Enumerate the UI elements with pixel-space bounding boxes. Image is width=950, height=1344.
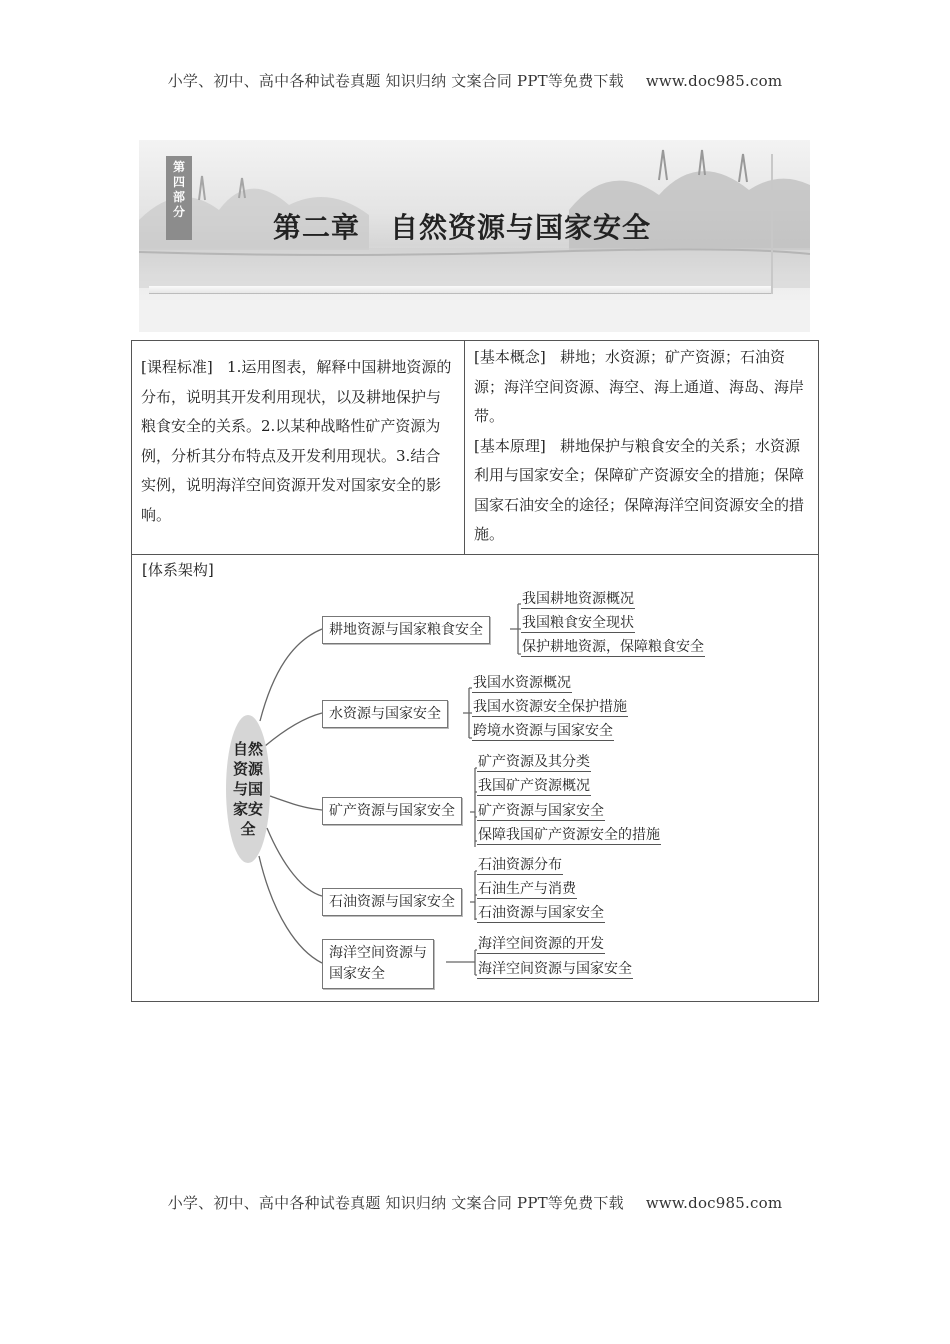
leaf-3-2: 我国矿产资源概况 (478, 777, 590, 794)
footer-links: 小学、初中、高中各种试卷真题 知识归纳 文案合同 PPT等免费下载 (167, 1194, 624, 1212)
leaf-1-3: 保护耕地资源，保障粮食安全 (522, 638, 704, 655)
connector-root-branch-3 (270, 796, 322, 810)
leaf-2-2: 我国水资源安全保护措施 (473, 698, 627, 715)
concepts-label: 基本概念 (479, 348, 540, 366)
connector-branch-2-leaves (463, 688, 472, 738)
concepts-principles-cell (465, 341, 819, 555)
principles-block: [基本原理] 耕地保护与粮食安全的关系；水资源利用与国家安全；保障矿产资源安全的措施；保障国家石油安全的途径；保障海洋空间资源安全的措施。 (474, 436, 805, 543)
principles-label: 基本原理 (479, 436, 540, 455)
chapter-title (273, 206, 651, 246)
chapter-number: 第二章 (273, 211, 361, 244)
connector-root-branch-2 (265, 713, 322, 746)
branch-2: 水资源与国家安全 (322, 700, 448, 728)
part-tag: 第 四 部 分 (166, 156, 192, 240)
leaf-2-1: 我国水资源概况 (473, 674, 571, 691)
branch-5-line-1: 海洋空间资源与 (329, 944, 427, 961)
standards-text: 1.运用图表，解释中国耕地资源的分布，说明其开发利用现状，以及耕地保护与粮食安全的关系。2.以某种战略性矿产资源为例，分析其分布特点及开发利用现状。3.结合实例，说明海洋空间资源开发对国家安全的影响。 (141, 358, 452, 524)
mind-map (133, 556, 817, 1000)
leaf-4-3: 石油资源与国家安全 (478, 904, 604, 921)
banner-divider (771, 154, 773, 294)
connector-branch-1-leaves (510, 604, 521, 654)
principles-text: 耕地保护与粮食安全的关系；水资源利用与国家安全；保障矿产资源安全的措施；保障国家石油安全的途径；保障海洋空间资源安全的措施。 (474, 436, 805, 543)
branch-5-line-2: 国家安全 (329, 965, 385, 982)
branch-1: 耕地资源与国家粮食安全 (322, 616, 490, 644)
branch-3: 矿产资源与国家安全 (322, 797, 462, 825)
framework-cell (132, 554, 819, 1001)
framework-label: [体系架构] (142, 560, 214, 579)
connector-branch-4-leaves (470, 871, 477, 920)
branch-5 (322, 939, 434, 989)
connector-branch-5-leaves (446, 950, 477, 975)
leaf-1-2: 我国粮食安全现状 (522, 614, 634, 631)
leaf-3-3: 矿产资源与国家安全 (478, 802, 604, 819)
standards-cell: [课程标准] 1.运用图表，解释中国耕地资源的分布，说明其开发利用现状，以及耕地保护与粮食安全的关系。2.以某种战略性矿产资源为例，分析其分布特点及开发利用现状。3.结合实例，说明海洋空间资源开发对国家安全的影响。 (132, 341, 465, 555)
footer-site: www.doc985.com (645, 1194, 783, 1212)
page-header (0, 70, 950, 91)
leaf-3-4: 保障我国矿产资源安全的措施 (478, 826, 660, 843)
leaf-3-1: 矿产资源及其分类 (478, 753, 590, 770)
leaf-1-1: 我国耕地资源概况 (522, 590, 634, 607)
chapter-name: 自然资源与国家安全 (390, 211, 652, 244)
page-footer (0, 1192, 950, 1213)
connector-root-branch-1 (260, 629, 322, 721)
header-links: 小学、初中、高中各种试卷真题 知识归纳 文案合同 PPT等免费下载 (167, 72, 624, 90)
branch-4: 石油资源与国家安全 (322, 888, 462, 916)
mind-map-root: 自然 资源 与国 家安 全 (226, 715, 270, 863)
framework-label-text: 体系架构 (147, 560, 208, 579)
chapter-banner (139, 140, 810, 332)
leaf-5-1: 海洋空间资源的开发 (478, 935, 604, 952)
standards-label: 课程标准 (146, 358, 207, 376)
leaf-5-2: 海洋空间资源与国家安全 (478, 960, 632, 977)
leaf-4-2: 石油生产与消费 (478, 880, 576, 897)
connector-branch-3-leaves (470, 768, 477, 847)
leaf-4-1: 石油资源分布 (478, 856, 562, 873)
banner-underline (149, 286, 771, 294)
connector-root-branch-5 (259, 856, 322, 963)
leaf-2-3: 跨境水资源与国家安全 (473, 722, 613, 739)
concepts-block: [基本概念] 耕地；水资源；矿产资源；石油资源；海洋空间资源、海空、海上通道、海岛、海岸带。 (474, 348, 805, 425)
connector-root-branch-4 (267, 828, 322, 896)
overview-table (131, 340, 819, 1002)
concepts-text: 耕地；水资源；矿产资源；石油资源；海洋空间资源、海空、海上通道、海岛、海岸带。 (474, 348, 805, 425)
header-site: www.doc985.com (645, 72, 783, 90)
